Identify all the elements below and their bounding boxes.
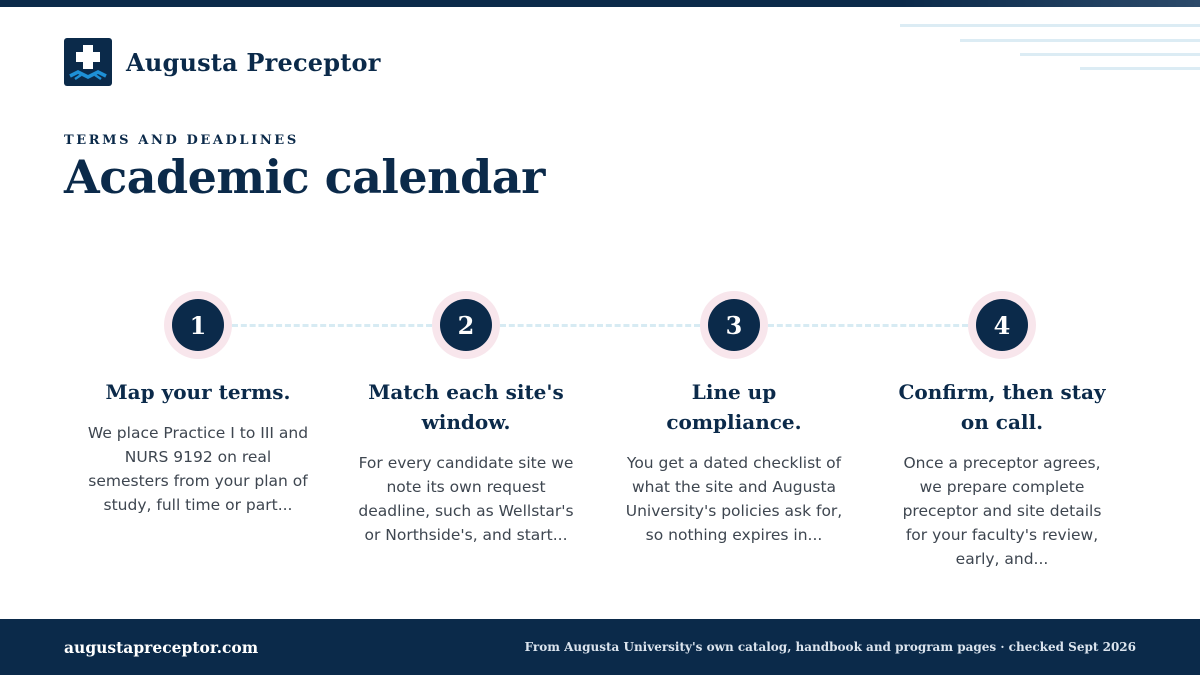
brand-name: Augusta Preceptor xyxy=(126,47,381,77)
step-number: 3 xyxy=(708,299,760,351)
step-number: 2 xyxy=(440,299,492,351)
step-title: Match each site's window. xyxy=(368,380,564,434)
step-number-ring xyxy=(164,291,232,359)
brand[interactable] xyxy=(64,38,381,86)
step-card xyxy=(78,291,318,517)
footer-source-note: From Augusta University's own catalog, handbook and program pages · checked Sept 2026 xyxy=(524,640,1136,654)
step-number-ring xyxy=(700,291,768,359)
step-number: 4 xyxy=(976,299,1028,351)
decorative-lines xyxy=(900,24,1200,74)
step-number: 1 xyxy=(172,299,224,351)
section-eyebrow: TERMS AND DEADLINES xyxy=(64,133,299,148)
step-description: Once a preceptor agrees, we prepare complete preceptor and site details for your faculty's review, early, and... xyxy=(902,454,1102,568)
step-card xyxy=(882,291,1122,571)
step-title: Line up compliance. xyxy=(666,380,802,434)
step-number-ring xyxy=(432,291,500,359)
step-number-ring xyxy=(968,291,1036,359)
top-accent-bar xyxy=(0,0,1200,7)
step-description: We place Practice I to III and NURS 9192 on real semesters from your plan of study, full time or part... xyxy=(87,424,309,514)
step-description: You get a dated checklist of what the site and Augusta University's policies ask for, so nothing expires in... xyxy=(625,454,843,544)
footer xyxy=(0,619,1200,675)
medical-cross-icon xyxy=(64,38,112,86)
step-card xyxy=(614,291,854,547)
step-card xyxy=(346,291,586,547)
step-description: For every candidate site we note its own request deadline, such as Wellstar's or Northside's, and start... xyxy=(358,454,574,544)
step-title: Map your terms. xyxy=(105,380,291,404)
step-title: Confirm, then stay on call. xyxy=(898,380,1106,434)
footer-website-link[interactable]: augustapreceptor.com xyxy=(64,638,259,657)
page-title: Academic calendar xyxy=(64,150,545,204)
